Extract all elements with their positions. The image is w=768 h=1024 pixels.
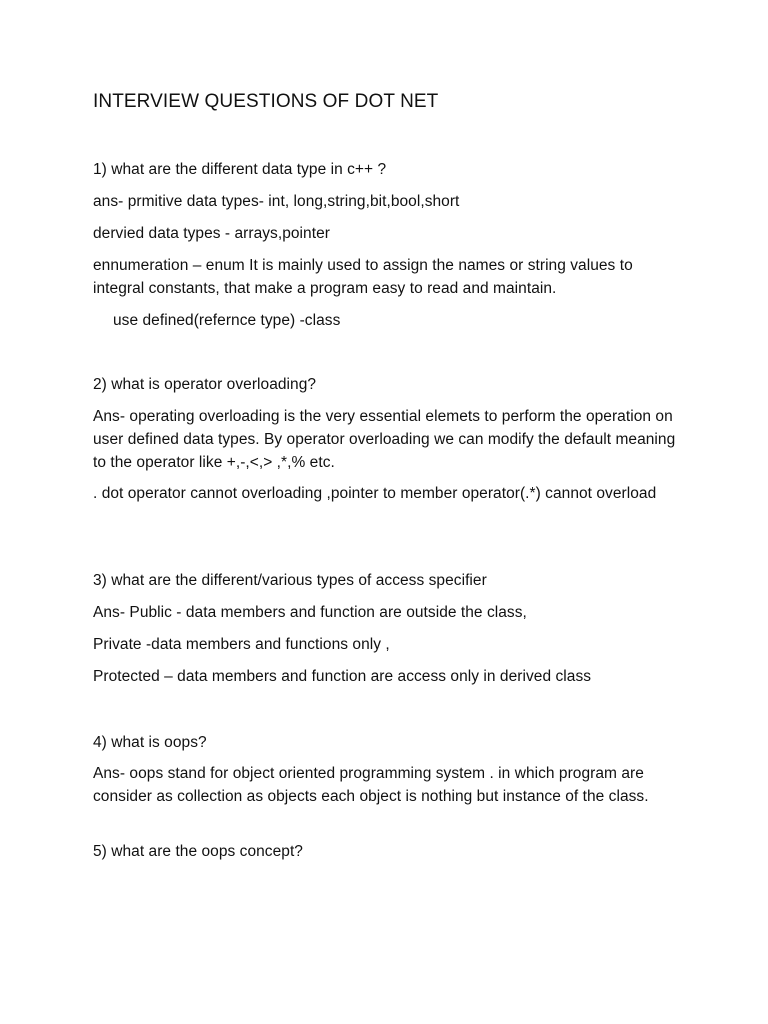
question-5: 5) what are the oops concept? [93,843,303,860]
answer-3-protected: Protected – data members and function are access only in derived class [93,668,592,685]
answer-2-note: . dot operator cannot overloading ,pointer to member operator(.*) cannot overload [93,485,657,502]
question-4: 4) what is oops? [93,734,207,751]
answer-1-user-defined: use defined(refernce type) -class [113,312,341,329]
question-3: 3) what are the different/various types of access specifier [93,572,487,589]
question-1: 1) what are the different data type in c++ ? [93,161,387,178]
answer-1-derived: dervied data types - arrays,pointer [93,225,330,242]
answer-3-private: Private -data members and functions only , [93,636,390,653]
question-2: 2) what is operator overloading? [93,376,317,393]
answer-1-primitive: ans- prmitive data types- int, long,string,bit,bool,short [93,193,460,210]
document-title: INTERVIEW QUESTIONS OF DOT NET [93,91,439,112]
answer-4: Ans- oops stand for object oriented programming system . in which program are consider as collection as objects each object is nothing but instance of the class. [93,765,649,805]
answer-3-public: Ans- Public - data members and function are outside the class, [93,604,527,621]
answer-1-enumeration: ennumeration – enum It is mainly used to assign the names or string values to integral constants, that make a program easy to read and maintain. [93,257,633,297]
answer-2: Ans- operating overloading is the very essential elemets to perform the operation on user defined data types. By operator overloading we can modify the default meaning to the operator like +,-,<,> ,*,% etc. [93,408,676,471]
